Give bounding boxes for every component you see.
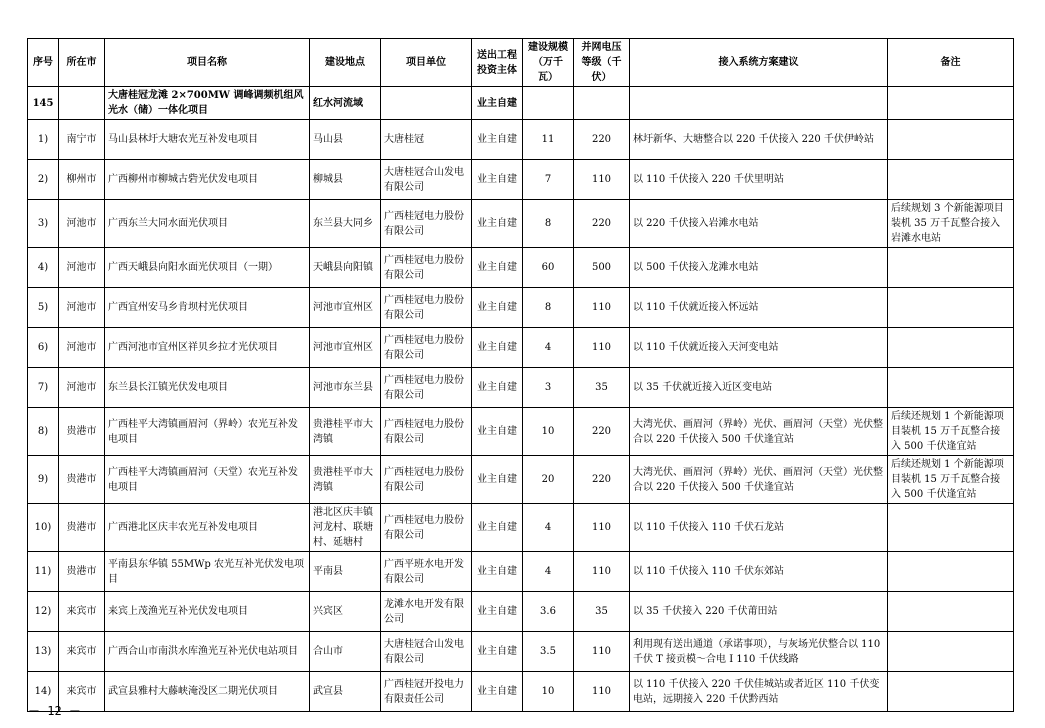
cell-project-name: 广西天峨县向阳水面光伏项目（一期） — [105, 248, 310, 288]
cell-investor: 业主自建 — [472, 632, 523, 672]
cell-no: 4) — [28, 248, 59, 288]
cell-no: 6) — [28, 328, 59, 368]
cell-city: 南宁市 — [59, 120, 105, 160]
header-cell: 所在市 — [59, 39, 105, 87]
cell-scale: 3 — [523, 368, 574, 408]
cell-no: 14) — [28, 672, 59, 712]
cell-investor: 业主自建 — [472, 248, 523, 288]
table-row — [28, 248, 1014, 288]
cell-location: 平南县 — [310, 552, 381, 592]
header-cell: 并网电压等级（千伏） — [574, 39, 630, 87]
cell-city — [59, 87, 105, 120]
cell-city: 河池市 — [59, 200, 105, 248]
table-row — [28, 200, 1014, 248]
cell-project-name: 武宣县雅村大藤峡淹没区二期光伏项目 — [105, 672, 310, 712]
cell-investor: 业主自建 — [472, 504, 523, 552]
header-cell: 项目单位 — [381, 39, 472, 87]
cell-no: 12) — [28, 592, 59, 632]
cell-city: 河池市 — [59, 288, 105, 328]
header-cell: 接入系统方案建议 — [630, 39, 888, 87]
cell-voltage: 110 — [574, 160, 630, 200]
cell-project-name: 广西东兰大同水面光伏项目 — [105, 200, 310, 248]
cell-voltage: 220 — [574, 200, 630, 248]
cell-location: 天峨县向阳镇 — [310, 248, 381, 288]
cell-plan: 以 35 千伏接入 220 千伏莆田站 — [630, 592, 888, 632]
cell-scale: 20 — [523, 456, 574, 504]
cell-scale: 4 — [523, 552, 574, 592]
cell-location: 贵港桂平市大湾镇 — [310, 456, 381, 504]
table-row — [28, 408, 1014, 456]
cell-investor: 业主自建 — [472, 328, 523, 368]
table-row — [28, 504, 1014, 552]
cell-note — [888, 87, 1014, 120]
cell-plan: 以 110 千伏接入 110 千伏石龙站 — [630, 504, 888, 552]
cell-unit: 广西平班水电开发有限公司 — [381, 552, 472, 592]
cell-plan — [630, 87, 888, 120]
cell-city: 贵港市 — [59, 408, 105, 456]
cell-location: 河池市宜州区 — [310, 288, 381, 328]
cell-investor: 业主自建 — [472, 408, 523, 456]
cell-city: 来宾市 — [59, 672, 105, 712]
cell-location: 东兰县大同乡 — [310, 200, 381, 248]
cell-note — [888, 248, 1014, 288]
cell-plan: 以 110 千伏接入 110 千伏东郊站 — [630, 552, 888, 592]
header-cell: 建设地点 — [310, 39, 381, 87]
cell-note — [888, 504, 1014, 552]
cell-location: 河池市东兰县 — [310, 368, 381, 408]
cell-project-name: 广西港北区庆丰农光互补发电项目 — [105, 504, 310, 552]
header-cell: 项目名称 — [105, 39, 310, 87]
cell-city: 来宾市 — [59, 632, 105, 672]
table-row — [28, 160, 1014, 200]
cell-voltage: 500 — [574, 248, 630, 288]
cell-voltage: 35 — [574, 368, 630, 408]
cell-investor: 业主自建 — [472, 368, 523, 408]
cell-city: 来宾市 — [59, 592, 105, 632]
table-row — [28, 632, 1014, 672]
cell-project-name: 平南县东华镇 55MWp 农光互补光伏发电项目 — [105, 552, 310, 592]
header-cell: 序号 — [28, 39, 59, 87]
cell-investor: 业主自建 — [472, 160, 523, 200]
table-row — [28, 87, 1014, 120]
cell-note: 后续还规划 1 个新能源项目装机 15 万千瓦整合接入 500 千伏逢宜站 — [888, 456, 1014, 504]
cell-city: 柳州市 — [59, 160, 105, 200]
cell-location: 红水河流域 — [310, 87, 381, 120]
cell-voltage: 220 — [574, 456, 630, 504]
cell-plan: 以 35 千伏就近接入近区变电站 — [630, 368, 888, 408]
cell-city: 贵港市 — [59, 456, 105, 504]
cell-location: 马山县 — [310, 120, 381, 160]
page-number: － 12 － — [28, 704, 81, 718]
table-row — [28, 288, 1014, 328]
cell-city: 河池市 — [59, 328, 105, 368]
cell-no: 11) — [28, 552, 59, 592]
cell-voltage: 110 — [574, 632, 630, 672]
cell-scale: 4 — [523, 328, 574, 368]
cell-note — [888, 328, 1014, 368]
cell-no: 145 — [28, 87, 59, 120]
cell-no: 3) — [28, 200, 59, 248]
cell-project-name: 东兰县长江镇光伏发电项目 — [105, 368, 310, 408]
cell-project-name: 马山县林圩大塘农光互补发电项目 — [105, 120, 310, 160]
cell-voltage: 110 — [574, 504, 630, 552]
cell-no: 7) — [28, 368, 59, 408]
cell-unit: 广西桂冠电力股份有限公司 — [381, 288, 472, 328]
cell-note — [888, 632, 1014, 672]
cell-investor: 业主自建 — [472, 200, 523, 248]
cell-plan: 林圩新华、大塘整合以 220 千伏接入 220 千伏伊岭站 — [630, 120, 888, 160]
project-table — [27, 38, 1014, 712]
cell-note — [888, 368, 1014, 408]
cell-city: 河池市 — [59, 248, 105, 288]
cell-voltage: 110 — [574, 288, 630, 328]
header-cell: 送出工程投资主体 — [472, 39, 523, 87]
table-row — [28, 672, 1014, 712]
table-header-row — [28, 39, 1014, 87]
cell-location: 港北区庆丰镇河龙村、联塘村、延塘村 — [310, 504, 381, 552]
cell-scale: 4 — [523, 504, 574, 552]
cell-scale: 8 — [523, 200, 574, 248]
cell-scale: 7 — [523, 160, 574, 200]
cell-unit: 广西桂冠电力股份有限公司 — [381, 504, 472, 552]
cell-note — [888, 592, 1014, 632]
cell-no: 1) — [28, 120, 59, 160]
cell-note — [888, 160, 1014, 200]
cell-voltage — [574, 87, 630, 120]
header-cell: 备注 — [888, 39, 1014, 87]
cell-no: 10) — [28, 504, 59, 552]
cell-voltage: 110 — [574, 328, 630, 368]
cell-note — [888, 288, 1014, 328]
cell-unit: 广西桂冠电力股份有限公司 — [381, 456, 472, 504]
cell-investor: 业主自建 — [472, 120, 523, 160]
cell-plan: 以 110 千伏接入 220 千伏佳城站或者近区 110 千伏变电站，远期接入 220 千伏黔西站 — [630, 672, 888, 712]
cell-project-name: 广西合山市南洪水库渔光互补光伏电站项目 — [105, 632, 310, 672]
cell-investor: 业主自建 — [472, 87, 523, 120]
cell-unit: 大唐桂冠合山发电有限公司 — [381, 632, 472, 672]
cell-investor: 业主自建 — [472, 552, 523, 592]
cell-note — [888, 672, 1014, 712]
cell-plan: 以 220 千伏接入岩滩水电站 — [630, 200, 888, 248]
cell-investor: 业主自建 — [472, 456, 523, 504]
cell-no: 9) — [28, 456, 59, 504]
cell-scale: 60 — [523, 248, 574, 288]
cell-unit: 广西桂冠电力股份有限公司 — [381, 248, 472, 288]
cell-unit: 广西桂冠电力股份有限公司 — [381, 368, 472, 408]
cell-voltage: 35 — [574, 592, 630, 632]
cell-investor: 业主自建 — [472, 592, 523, 632]
cell-scale: 11 — [523, 120, 574, 160]
cell-unit: 广西桂冠电力股份有限公司 — [381, 328, 472, 368]
cell-location: 兴宾区 — [310, 592, 381, 632]
cell-note — [888, 120, 1014, 160]
cell-location: 合山市 — [310, 632, 381, 672]
cell-no: 2) — [28, 160, 59, 200]
cell-voltage: 220 — [574, 408, 630, 456]
cell-unit: 广西桂冠电力股份有限公司 — [381, 408, 472, 456]
table-row — [28, 120, 1014, 160]
cell-plan: 以 110 千伏就近接入天河变电站 — [630, 328, 888, 368]
cell-project-name: 广西柳州市柳城古砦光伏发电项目 — [105, 160, 310, 200]
cell-plan: 以 110 千伏就近接入怀远站 — [630, 288, 888, 328]
cell-city: 河池市 — [59, 368, 105, 408]
cell-plan: 利用现有送出通道（承诺事项），与灰场光伏整合以 110 千伏 T 接贡模～合电 I 110 千伏线路 — [630, 632, 888, 672]
cell-voltage: 110 — [574, 552, 630, 592]
cell-plan: 大湾光伏、画眉河（界岭）光伏、画眉河（天堂）光伏整合以 220 千伏接入 500 千伏逢宜站 — [630, 456, 888, 504]
table-row — [28, 328, 1014, 368]
cell-unit: 广西桂冠开投电力有限责任公司 — [381, 672, 472, 712]
cell-plan: 大湾光伏、画眉河（界岭）光伏、画眉河（天堂）光伏整合以 220 千伏接入 500 千伏逢宜站 — [630, 408, 888, 456]
cell-location: 柳城县 — [310, 160, 381, 200]
cell-location: 河池市宜州区 — [310, 328, 381, 368]
cell-location: 武宣县 — [310, 672, 381, 712]
cell-investor: 业主自建 — [472, 288, 523, 328]
cell-project-name: 来宾上茂渔光互补光伏发电项目 — [105, 592, 310, 632]
table-row — [28, 456, 1014, 504]
cell-no: 8) — [28, 408, 59, 456]
cell-voltage: 220 — [574, 120, 630, 160]
cell-unit: 大唐桂冠 — [381, 120, 472, 160]
cell-note: 后续规划 3 个新能源项目装机 35 万千瓦整合接入岩滩水电站 — [888, 200, 1014, 248]
cell-project-name: 广西河池市宜州区祥贝乡拉才光伏项目 — [105, 328, 310, 368]
cell-project-name: 大唐桂冠龙滩 2×700MW 调峰调频机组风光水（储）一体化项目 — [105, 87, 310, 120]
cell-unit: 广西桂冠电力股份有限公司 — [381, 200, 472, 248]
cell-scale: 10 — [523, 672, 574, 712]
cell-plan: 以 110 千伏接入 220 千伏里明站 — [630, 160, 888, 200]
cell-scale: 3.5 — [523, 632, 574, 672]
cell-voltage: 110 — [574, 672, 630, 712]
cell-location: 贵港桂平市大湾镇 — [310, 408, 381, 456]
cell-unit: 大唐桂冠合山发电有限公司 — [381, 160, 472, 200]
cell-project-name: 广西桂平大湾镇画眉河（天堂）农光互补发电项目 — [105, 456, 310, 504]
cell-no: 5) — [28, 288, 59, 328]
cell-city: 贵港市 — [59, 552, 105, 592]
cell-scale: 10 — [523, 408, 574, 456]
cell-scale — [523, 87, 574, 120]
cell-plan: 以 500 千伏接入龙滩水电站 — [630, 248, 888, 288]
cell-scale: 8 — [523, 288, 574, 328]
cell-note — [888, 552, 1014, 592]
cell-unit: 龙滩水电开发有限公司 — [381, 592, 472, 632]
cell-project-name: 广西桂平大湾镇画眉河（界岭）农光互补发电项目 — [105, 408, 310, 456]
cell-city: 贵港市 — [59, 504, 105, 552]
cell-investor: 业主自建 — [472, 672, 523, 712]
cell-scale: 3.6 — [523, 592, 574, 632]
cell-project-name: 广西宜州安马乡肯坝村光伏项目 — [105, 288, 310, 328]
table-row — [28, 592, 1014, 632]
cell-no: 13) — [28, 632, 59, 672]
table-row — [28, 368, 1014, 408]
table-row — [28, 552, 1014, 592]
header-cell: 建设规模（万千瓦） — [523, 39, 574, 87]
cell-unit — [381, 87, 472, 120]
cell-note: 后续还规划 1 个新能源项目装机 15 万千瓦整合接入 500 千伏逢宜站 — [888, 408, 1014, 456]
